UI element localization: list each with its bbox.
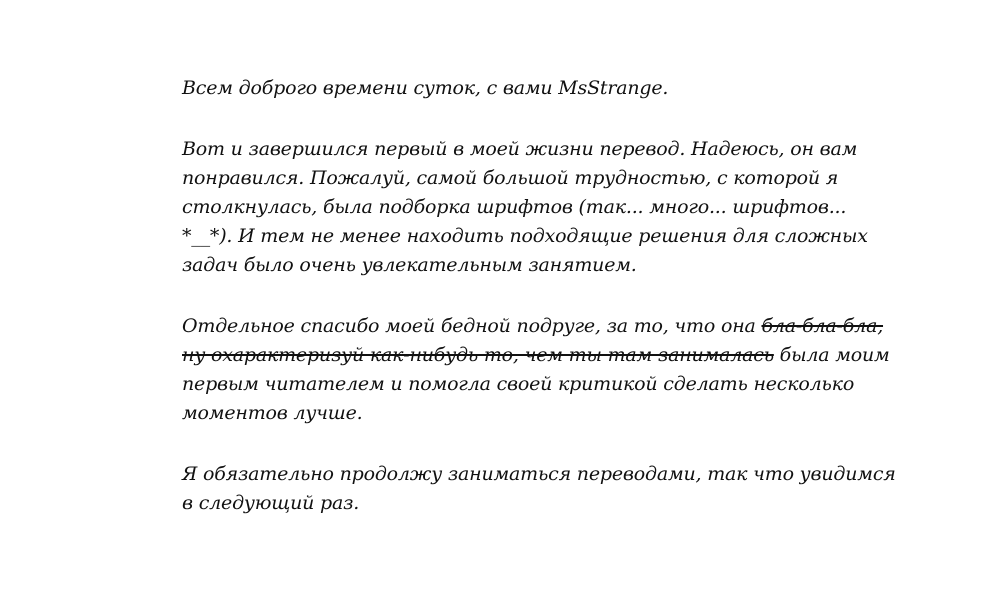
translation-line-5: задач было очень увлекательным занятием. <box>182 254 637 276</box>
struck-text-1: бла-бла-бла, <box>761 315 884 337</box>
translator-note <box>182 74 896 550</box>
thanks-text: Отдельное спасибо моей бедной подруге, за то, что она <box>182 315 762 337</box>
struck-text-2: ну охарактеризуй как-нибудь то, чем ты там занималась <box>182 344 774 366</box>
thanks-line-1 <box>182 312 884 341</box>
closing-line-1: Я обязательно продолжу заниматься переводами, так что увидимся <box>182 463 896 485</box>
translation-line-3: столкнулась, была подборка шрифтов (так... много... шрифтов... <box>182 196 847 218</box>
greeting-line: Всем доброго времени суток, с вами MsStrange. <box>182 77 669 99</box>
thanks-line-4: моментов лучше. <box>182 402 363 424</box>
translation-paragraph <box>182 135 868 280</box>
closing-paragraph <box>182 460 896 518</box>
thanks-line-2 <box>182 341 890 370</box>
closing-line-2: в следующий раз. <box>182 492 360 514</box>
thanks-line-3: первым читателем и помогла своей критикой сделать несколько <box>182 373 855 395</box>
translation-line-4: *__*). И тем не менее находить подходящие решения для сложных <box>182 225 868 247</box>
translation-line-1: Вот и завершился первый в моей жизни перевод. Надеюсь, он вам <box>182 138 858 160</box>
thanks-text-continued: была моим <box>773 344 890 366</box>
greeting-paragraph <box>182 74 862 103</box>
thanks-paragraph <box>182 312 890 428</box>
translation-line-2: понравился. Пожалуй, самой большой трудностью, с которой я <box>182 167 839 189</box>
